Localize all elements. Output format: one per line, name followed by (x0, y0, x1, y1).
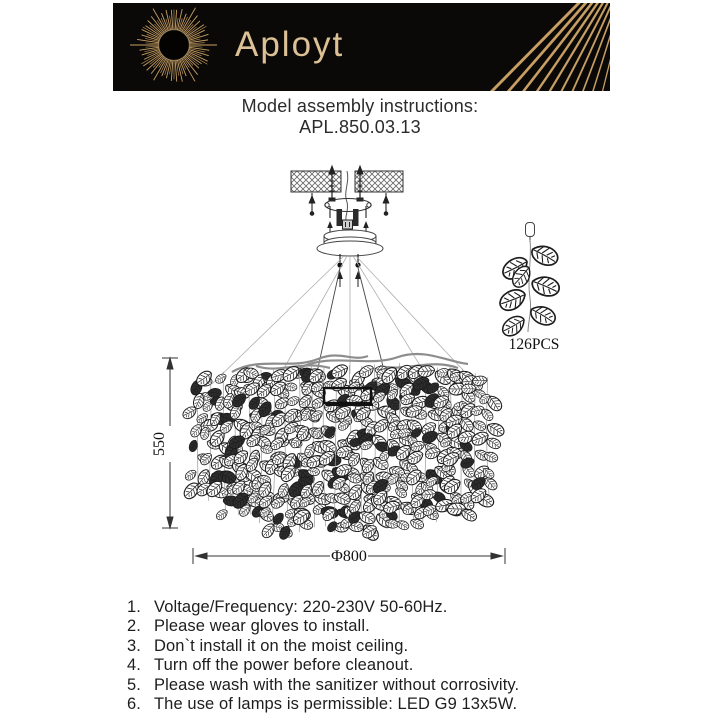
height-label: 550 (151, 432, 168, 456)
item-number: 1. (127, 598, 141, 616)
mounting-bracket (325, 199, 371, 233)
height-dimension (151, 358, 178, 528)
list-item (127, 695, 519, 714)
list-item (127, 617, 519, 636)
list-item (127, 598, 519, 617)
item-text: Don`t install it on the moist ceiling. (154, 636, 409, 655)
instructions-list (127, 598, 519, 714)
item-text: Please wash with the sanitizer without corrosivity. (154, 675, 520, 694)
title-block (0, 96, 720, 138)
item-number: 2. (127, 617, 141, 636)
brand-banner (113, 3, 610, 91)
item-text: Turn off the power before cleanout. (154, 656, 414, 675)
strand-count-label: 126PCS (508, 336, 560, 353)
corner-rays-icon (457, 3, 610, 91)
list-item (127, 656, 519, 675)
leaf-strand-detail (497, 223, 562, 354)
page-title: Model assembly instructions: (241, 96, 479, 116)
power-wire (346, 171, 348, 220)
leaf-cluster (181, 363, 506, 544)
brand-text: Aployt (235, 25, 345, 64)
item-text: Please wear gloves to install. (154, 617, 370, 636)
sunburst-center (159, 30, 188, 59)
assembly-diagram (130, 158, 630, 588)
item-number: 5. (127, 675, 141, 694)
item-number: 3. (127, 636, 141, 655)
list-item (127, 637, 519, 656)
item-number: 4. (127, 656, 141, 675)
item-number: 6. (127, 695, 141, 714)
item-text: The use of lamps is permissible: LED G9 13x5W. (154, 695, 518, 714)
diameter-dimension (193, 548, 505, 565)
diameter-label: Φ800 (331, 548, 367, 565)
canopy (317, 230, 383, 256)
list-item (127, 676, 519, 695)
item-text: Voltage/Frequency: 220-230V 50-60Hz. (154, 598, 448, 616)
model-number: APL.850.03.13 (299, 117, 421, 137)
banner-decor (113, 3, 610, 91)
